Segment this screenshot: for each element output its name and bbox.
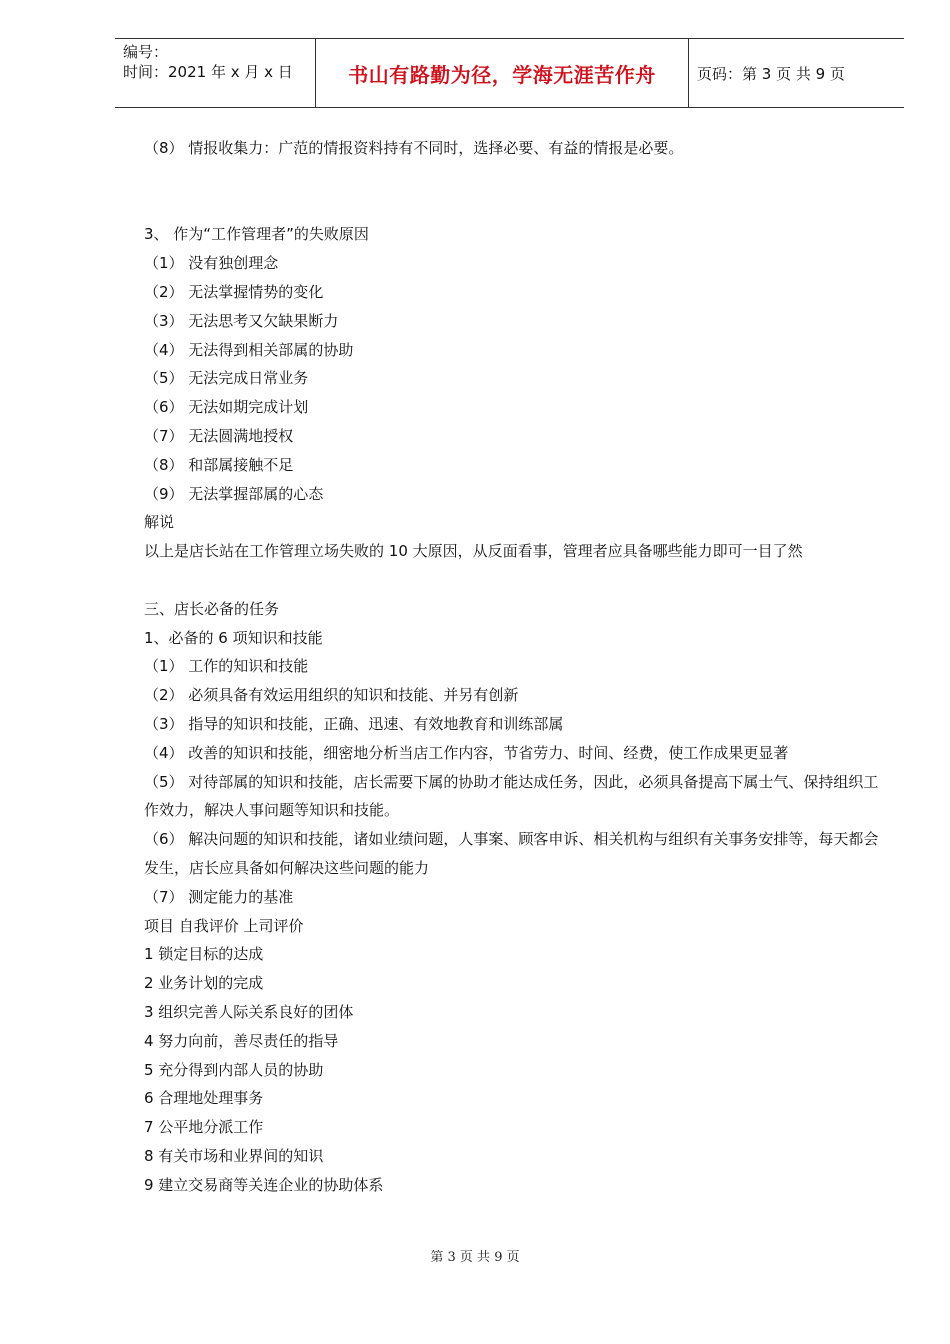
table-row: 6 合理地处理事务 <box>144 1089 264 1108</box>
text-line: （8） 情报收集力：广范的情报资料持有不同时，选择必要、有益的情报是必要。 <box>144 139 684 157</box>
list-item: （2） 无法掌握情势的变化 <box>144 282 324 301</box>
list-item: （1） 工作的知识和技能 <box>144 657 309 676</box>
subsection-heading: 1、必备的 6 项知识和技能 <box>144 628 323 647</box>
code-label: 编号： <box>123 43 169 61</box>
header-page-number: 页码：第 3 页 共 9 页 <box>697 64 845 83</box>
motto-text: 书山有路勤为径，学海无涯苦作舟 <box>348 62 656 87</box>
page-header <box>115 38 904 108</box>
time-label: 时间：2021 年 x 月 x 日 <box>123 63 293 81</box>
list-item: （9） 无法掌握部属的心态 <box>144 484 324 503</box>
list-item: （8） 和部属接触不足 <box>144 455 294 474</box>
table-row: 1 锁定目标的达成 <box>144 945 264 964</box>
table-row: 4 努力向前，善尽责任的指导 <box>144 1031 339 1050</box>
list-item: （5） 无法完成日常业务 <box>144 369 309 388</box>
text-line: 以上是店长站在工作管理立场失败的 10 大原因，从反面看事，管理者应具备哪些能力即可一目了然 <box>144 542 803 561</box>
table-row: 9 建立交易商等关连企业的协助体系 <box>144 1175 384 1194</box>
header-meta <box>115 39 315 107</box>
table-row: 5 充分得到内部人员的协助 <box>144 1060 324 1079</box>
header-motto-cell <box>315 39 689 107</box>
section-heading: 3、 作为“工作管理者”的失败原因 <box>144 225 369 244</box>
list-item: （4） 改善的知识和技能，细密地分析当店工作内容，节省劳力、时间、经费，使工作成果更显著 <box>144 743 789 762</box>
table-row: 3 组织完善人际关系良好的团体 <box>144 1002 354 1021</box>
list-item: （6） 解决问题的知识和技能，诸如业绩问题，人事案、顾客申诉、相关机构与组织有关事务安排等，每天都会发生，店长应具备如何解决这些问题的能力 <box>144 830 879 877</box>
section-heading: 三、店长必备的任务 <box>144 599 280 618</box>
table-row: 2 业务计划的完成 <box>144 974 264 993</box>
list-item: （4） 无法得到相关部属的协助 <box>144 340 354 359</box>
table-header: 项目 自我评价 上司评价 <box>144 916 304 935</box>
header-page-cell <box>689 39 904 107</box>
table-row: 8 有关市场和业界间的知识 <box>144 1146 324 1165</box>
text-line: 解说 <box>144 513 175 532</box>
table-row: 7 公平地分派工作 <box>144 1118 264 1137</box>
list-item: （6） 无法如期完成计划 <box>144 398 309 417</box>
list-item: （7） 无法圆满地授权 <box>144 426 294 445</box>
list-item: （7） 测定能力的基准 <box>144 887 294 906</box>
list-item: （2） 必须具备有效运用组织的知识和技能、并另有创新 <box>144 686 519 705</box>
list-item: （3） 指导的知识和技能，正确、迅速、有效地教育和训练部属 <box>144 714 564 733</box>
list-item: （1） 没有独创理念 <box>144 254 279 273</box>
list-item: （3） 无法思考又欠缺果断力 <box>144 311 339 330</box>
list-item: （5） 对待部属的知识和技能，店长需要下属的协助才能达成任务，因此，必须具备提高下属士气、保持组织工作效力，解决人事问题等知识和技能。 <box>144 772 879 820</box>
page-footer: 第 3 页 共 9 页 <box>430 1250 520 1265</box>
document-body <box>144 134 884 1199</box>
